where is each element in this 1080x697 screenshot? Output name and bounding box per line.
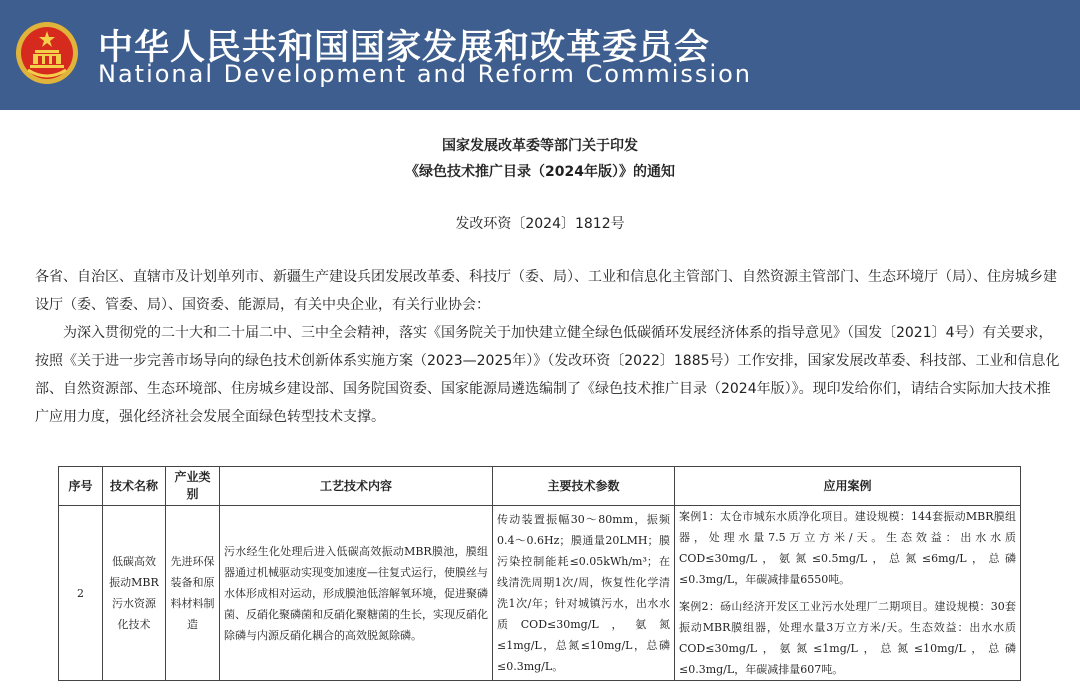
table-row <box>59 506 1021 681</box>
row-cases <box>675 506 1021 681</box>
case-2: 案例2：砀山经济开发区工业污水处理厂二期项目。建设规模：30套振动MBR膜组器，处理水量3万立方米/天。生态效益：出水水质COD≤30mg/L，氨氮≤1mg/L，总氮≤10mg/L，总磷≤0.3mg/L，年碳减排量607吨。 <box>679 600 1016 676</box>
document-number: 发改环资〔2024〕1812号 <box>455 216 625 232</box>
header-num: 序号 <box>59 467 103 506</box>
row-process: 污水经生化处理后进入低碳高效振动MBR膜池，膜组器通过机械驱动实现变加速度—往复式运行，使膜丝与水体形成相对运动，形成膜池低溶解氧环境，促进聚磷菌、反硝化聚磷菌和反硝化聚糖菌的生长，实现反硝化除磷与内源反硝化耦合的高效脱氮除磷。 <box>220 506 493 681</box>
row-params: 传动装置振幅30～80mm，振频0.4～0.6Hz；膜通量20LMH；膜污染控制能耗≤0.05kWh/m³；在线清洗周期1次/周，恢复性化学清洗1次/年；针对城镇污水，出水水质COD≤30mg/L，氨氮≤1mg/L，总氮≤10mg/L，总磷≤0.3mg/L。 <box>493 506 675 681</box>
row-num: 2 <box>59 506 103 681</box>
document-title-line2: 《绿色技术推广目录（2024年版）》的通知 <box>405 164 675 180</box>
notice-paragraph: 为深入贯彻党的二十大和二十届二中、三中全会精神，落实《国务院关于加快建立健全绿色低碳循环发展经济体系的指导意见》（国发〔2021〕4号）有关要求，按照《关于进一步完善市场导向的绿色技术创新体系实施方案（2023—2025年）》（发改环资〔2022〕1885号）工作安排，国家发展改革委、科技部、工业和信息化部、自然资源部、生态环境部、住房城乡建设部、国务院国资委、国家能源局遴选编制了《绿色技术推广目录（2024年版）》。现印发给你们，请结合实际加大技术推广应用力度，强化经济社会发展全面绿色转型技术支撑。 <box>35 325 1060 425</box>
site-header-banner <box>0 0 1080 110</box>
table-header-row <box>59 467 1021 506</box>
org-name-en: National Development and Reform Commission <box>98 60 752 88</box>
case-1: 案例1：太仓市城东水质净化项目。建设规模：144套振动MBR膜组器，处理水量7.5万立方米/天。生态效益：出水水质COD≤30mg/L，氨氮≤0.5mg/L，总氮≤6mg/L，总磷≤0.3mg/L，年碳减排量6550吨。 <box>679 510 1016 586</box>
document-title-line1: 国家发展改革委等部门关于印发 <box>442 138 638 154</box>
national-emblem-icon <box>14 20 80 86</box>
header-category: 产业类别 <box>166 467 220 506</box>
org-name-cn: 中华人民共和国国家发展和改革委员会 <box>98 28 711 68</box>
row-category: 先进环保装备和原料材料制造 <box>166 506 220 681</box>
addressee-paragraph: 各省、自治区、直辖市及计划单列市、新疆生产建设兵团发展改革委、科技厅（委、局）、工业和信息化主管部门、自然资源主管部门、生态环境厅（局）、住房城乡建设厅（委、管委、局）、国资委、能源局，有关中央企业，有关行业协会： <box>35 269 1057 313</box>
header-process: 工艺技术内容 <box>220 467 493 506</box>
header-params: 主要技术参数 <box>493 467 675 506</box>
green-tech-catalog-table <box>58 466 1021 681</box>
row-tech-name: 低碳高效振动MBR污水资源化技术 <box>103 506 166 681</box>
header-name: 技术名称 <box>103 467 166 506</box>
header-cases: 应用案例 <box>675 467 1021 506</box>
